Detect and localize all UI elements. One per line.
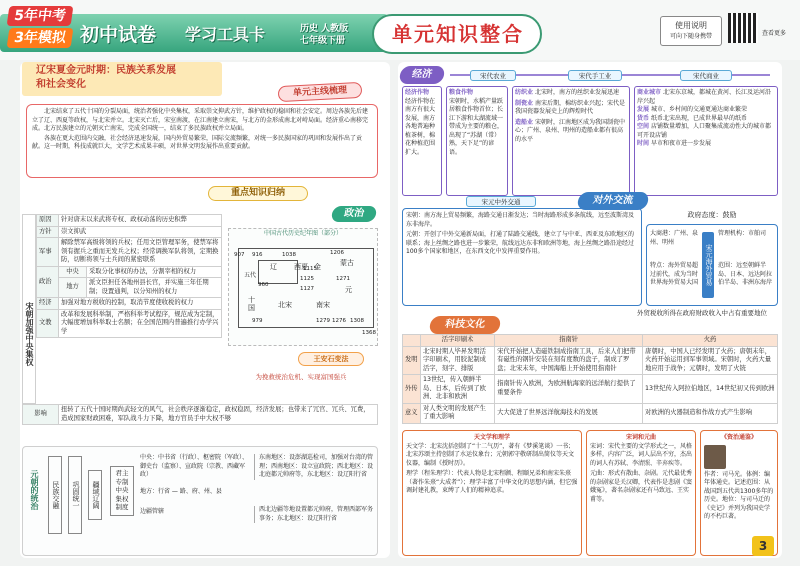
hand-v: 南宋后期，棉纺织业兴起；宋代是我国瓷器发展史上的辉煌时代 <box>515 99 625 115</box>
ci-title: 宋词和元曲 <box>625 434 656 441</box>
tl-xixia: 西夏 <box>294 263 308 271</box>
sci-head: 火药 <box>643 335 778 347</box>
sci-cell: 宋代开始把人造磁铁制成指南工具，后来人们把带有磁性的钢针安装在刻有度数的盘子，制成了罗盘；北宋末年，中国海船上开始使用指南针 <box>495 346 643 375</box>
foreign-label: 对外交流 <box>576 192 649 210</box>
hand-k: 制瓷业 <box>515 99 534 107</box>
unit-title: 辽宋夏金元时期：民族关系发展和社会变化 <box>36 65 176 90</box>
comm-k: 发展 <box>637 106 650 113</box>
sci-key: 发明 <box>403 346 421 375</box>
agri-v: 经济作物在南方有很大发展，南方各地普遍种植茶树，棉花种植范围扩大。 <box>405 97 436 156</box>
sci-key: 外传 <box>403 375 421 404</box>
intro-text-2: 各族在更大范围内交融，社会经济迅速发展，国内外贸易繁荣，国际交流频繁，对统一多民族国家的巩固和发展作出了贡献。这一时期，科技成就巨大，文学艺术成果丰硕，对世界文明发展作出重要贡献。 <box>32 134 363 150</box>
side-label: 宋朝加强中央集权 <box>22 214 36 404</box>
hand-v: 北宋时，南方的丝织业发展迅速 <box>534 89 619 96</box>
sci-label: 科技文化 <box>428 316 501 334</box>
table-row <box>37 298 222 310</box>
admin-text: 管理机构：市舶司 <box>718 230 767 237</box>
table-row <box>37 266 222 278</box>
ci-box <box>586 430 696 556</box>
tl-year: 1271 <box>336 276 350 282</box>
ci-text: 宋词：宋代主要的文学形式之一，风格多样，内容广泛，词人层出不穷，杰出的词人有苏轼、李清照、辛弃疾等。 <box>590 442 693 467</box>
yuan-side: 元朝的统治 <box>30 470 39 510</box>
astro-box <box>402 430 582 556</box>
usage-title: 使用说明 <box>675 21 707 30</box>
feature-text: 特点：海外贸易超过前代，成为当时世界海外贸易大国 <box>650 262 699 286</box>
trade-yuan: 元朝：开创了中外交通新局面，打通了陆路交通线，建立了与中亚、西亚及东欧地区的联系；海上丝绸之路也进一步繁荣，航线远达东非和欧洲等地，海上丝绸之路沿途经过100多个国家和地区，在东西文化中发挥重要作用。 <box>406 231 635 255</box>
brand-grade: 5年中考 <box>7 6 74 26</box>
book-title: 《资治通鉴》 <box>720 434 757 441</box>
book-text: 作者：司马光。体例：编年体通史。记述范围：从战国到五代共1300多年的历史。地位：与司马迁的《史记》并列为我国史学的不朽巨著。 <box>704 470 774 520</box>
yuan-c2: 民族交融 <box>48 456 62 534</box>
table-row <box>403 346 778 375</box>
sci-cell: 对欧洲的火器制造和作战方式产生影响 <box>643 403 778 423</box>
tl-yuan: 元 <box>345 286 352 294</box>
tl-year: 960 <box>258 282 269 288</box>
row-value: 针对唐末以来武将专权、政权动荡的历史积弊 <box>59 215 222 227</box>
comm-v: 店铺数量增加，人口聚集成流动性大的城市都可开设店铺 <box>637 123 771 139</box>
row-value: 加强对地方税收的控制，取消节度使收税的权力 <box>59 298 222 310</box>
effect-key: 影响 <box>23 405 59 425</box>
tl-wudai: 五代 <box>244 272 257 279</box>
table-row <box>37 238 222 267</box>
tl-song: 北宋 <box>278 301 292 309</box>
brand-badge <box>8 6 72 54</box>
table-row <box>37 215 222 227</box>
row-key: 方针 <box>37 226 59 238</box>
sci-cell: 唐朝时，中国人已经发明了火药；唐朝末年，火药开始运用到军事领域。宋朝时，火药大量地应用于战争；元朝时，发明了火铳 <box>643 346 778 375</box>
hand-card <box>512 86 630 196</box>
effect-table <box>22 404 378 425</box>
yuan-center: 中央：中书省（行政）、枢密院（军政）、御史台（监察）、宣政院（宗教、西藏军政） <box>140 454 249 478</box>
hand-k: 造船业 <box>515 118 534 126</box>
table-row <box>23 405 378 425</box>
level-label: 七年级下册 <box>300 36 346 46</box>
row-key: 文教 <box>37 309 59 338</box>
intro-box <box>26 104 378 178</box>
comm-v: 纸币北宋出现，已成世界最早的纸币 <box>650 114 747 122</box>
banner-title: 单元知识整合 <box>392 22 524 46</box>
trade-tag: 宋元中外交通 <box>466 196 536 207</box>
sci-key: 意义 <box>403 403 421 423</box>
lixue-text: 理学（程朱理学）：代表人物是北宋程颢、程颐兄弟和南宋朱熹（著作朱熹“大成者”）；理学丰富了中华文化的思想内涵，但它强调封建礼教，束缚了人们的精神追求。 <box>406 470 578 494</box>
hand-v: 宋朝时，江南地区成为我国制瓷中心；广州、泉州、明州的造船业都有很高的水平 <box>515 118 625 143</box>
yuan-gov: 君主专制中央集权制度 <box>110 466 134 516</box>
key-points-label: 重点知识归纳 <box>208 186 308 201</box>
agri-k: 经济作物 <box>405 89 430 96</box>
region-text: 范围：远至朝鲜半岛、日本、远达阿拉伯半岛、非洲东海岸 <box>718 262 773 286</box>
reform-note: 为挽救统治危机、实现富国强兵 <box>255 373 347 381</box>
row-sub-key: 中央 <box>59 266 87 278</box>
row-key: 政治 <box>37 266 59 298</box>
table-row <box>37 278 222 298</box>
author-portrait-icon <box>704 445 726 469</box>
yuan-c1: 巩固统一 <box>68 456 82 534</box>
sci-cell: 北宋时期人毕昇发明活字印刷术，用胶泥制成活字，刻字、排版 <box>421 346 495 375</box>
timeline-title: 中国古代历史纪年图（部分） <box>263 230 342 237</box>
ports-text: 大商港：广州、泉州、明州 <box>650 230 699 246</box>
brand-sub: 3年模拟 <box>7 28 74 48</box>
table-row <box>403 403 778 423</box>
comm-v: 早市和夜市进一步发展 <box>650 140 711 147</box>
tl-year: 1276 <box>332 318 346 324</box>
tl-nansong: 南宋 <box>316 301 330 309</box>
row-key: 原因 <box>37 215 59 227</box>
agri-card <box>446 86 508 196</box>
hand-k: 纺织业 <box>515 89 534 96</box>
tl-year: 1125 <box>300 276 314 282</box>
page-number: 3 <box>752 536 774 556</box>
scan-label: 查看更多 <box>762 30 787 37</box>
hand-tag: 宋代手工业 <box>568 70 622 81</box>
comm-k: 商业城市 <box>637 89 662 96</box>
trade-note: 外贸税收所得在政府财政收入中占有重要地位 <box>637 309 767 317</box>
tl-year: 979 <box>252 318 263 324</box>
politics-label: 政治 <box>331 206 378 222</box>
usage-box <box>660 16 722 46</box>
tl-year: 907 <box>234 252 245 258</box>
tl-year: 916 <box>252 252 263 258</box>
main-line-label: 单元主线梳理 <box>278 82 363 102</box>
agri-tag: 宋代农业 <box>470 70 516 81</box>
tl-jin: 金 <box>314 263 321 271</box>
sci-cell: 13世纪，传入朝鲜半岛、日本，后传到了欧洲、北非和欧洲 <box>421 375 495 404</box>
table-row <box>37 309 222 338</box>
row-value: 解除禁军高级将领的兵权；任用文臣管理军务，使禁军将领有握兵之重而无发兵之权；经常调换军队将领，定期换防，切断将领与士兵间的紧密联系 <box>59 238 222 267</box>
row-value: 改革和发展科举制，严格科举考试程序，规范成为定制，大幅度增加科举取士名额；在全国范围内普遍推行办学兴学 <box>59 309 222 338</box>
comm-k: 时间 <box>637 140 650 147</box>
trade-box <box>402 208 642 306</box>
table-row <box>403 375 778 404</box>
tl-year: 1115 <box>303 266 317 272</box>
qu-text: 元曲：形式有散曲、杂剧。元代最优秀的杂剧家是关汉卿，代表作是悲剧《窦娥冤》，著名杂剧家还有马致远、王实甫等。 <box>590 470 693 503</box>
astro-title: 天文学和理学 <box>473 434 510 441</box>
row-sub-key: 地方 <box>59 278 87 298</box>
tl-liao: 辽 <box>270 263 277 271</box>
reform-label: 王安石变法 <box>298 352 364 366</box>
comm-card <box>634 86 778 196</box>
tl-liao-box <box>258 260 298 284</box>
row-value: 崇文抑武 <box>59 226 222 238</box>
politics-table <box>36 214 222 338</box>
intro-text: 北宋结束了五代十国的分裂局面，统治者强化中央集权，采取崇文抑武方针，维护政权的稳固和社会安定。周边各族先后建立了辽、西夏等政权，与北宋并立。北宋灭亡后，宋室南渡，在江南建立南宋，与北方的金形成南北对峙局面。经济重心南移完成。北方民族建立的元朝灭亡南宋，完成全国统一，结束了多民族政权并立局面。 <box>32 108 369 132</box>
tl-year: 1368 <box>362 330 376 336</box>
sci-cell: 13世纪传入阿拉伯地区，14世纪初又传到欧洲 <box>643 375 778 404</box>
tl-year: 1127 <box>300 286 314 292</box>
subject-label: 历史 人教版 <box>300 24 349 34</box>
comm-v: 城市、乡村间的交通更通达商业繁荣 <box>650 106 747 113</box>
sci-cell: 对人类文明的发展产生了重大影响 <box>421 403 495 423</box>
yuan-border-2: 西北边疆等地设置都元帅府，管理西部军务事务；东北地区：设辽阳行省 <box>254 506 374 523</box>
effect-value: 扭转了五代十国时期尚武轻文的风气，社会秩序逐渐稳定，政权稳固，经济发展；也带来了冗官、冗兵、冗费，造成国家财政困难，军队战斗力下降，地方官员手中大权不够 <box>59 405 378 425</box>
sci-head: 指南针 <box>495 335 643 347</box>
center-tag: 宋元海外贸易 <box>702 232 714 298</box>
policy-text: 政府态度：鼓励 <box>687 211 737 219</box>
agri-card <box>402 86 442 196</box>
agri-k: 粮食作物 <box>449 89 474 96</box>
usage-sub: 可向下随身携带 <box>669 33 712 40</box>
row-value: 采取分化事权的办法，分割宰相的权力 <box>87 266 222 278</box>
yuan-border-detail: 东南地区：设澎湖巡检司，加强对台湾的管理；西南地区：设立宣政院；西北地区：设北庭都元帅府等，东北地区：设辽阳行省 <box>254 454 374 480</box>
sci-table <box>402 334 778 424</box>
series-title: 初中试卷 <box>80 24 157 46</box>
economy-label: 经济 <box>398 66 445 84</box>
comm-v: 北宋东京城，都城在黄河、长江及运河沿岸兴起 <box>637 89 771 105</box>
sci-cell: 大大促进了世界远洋航海技术的发展 <box>495 403 643 423</box>
trade-song: 宋朝：南方海上贸易频繁，海路交通日渐发达；当时海路形成多条航线，远至波斯湾及东非海岸。 <box>406 212 635 228</box>
tl-year: 1038 <box>282 252 296 258</box>
sci-cell: 指南针传入欧洲，为欧洲航海家的远洋航行提供了重要条件 <box>495 375 643 404</box>
tl-ten: 十国 <box>248 296 255 312</box>
table-row <box>37 226 222 238</box>
comm-k: 货币 <box>637 114 650 122</box>
comm-tag: 宋代商业 <box>680 70 732 81</box>
tl-mongol: 蒙古 <box>340 259 354 267</box>
yuan-c3: 疆域辽阔 <box>88 470 102 520</box>
comm-k: 空间 <box>637 123 650 130</box>
row-key: 军事 <box>37 238 59 267</box>
tl-year: 1206 <box>330 250 344 256</box>
tl-year: 1279 <box>316 318 330 324</box>
sci-head: 活字印刷术 <box>421 335 495 347</box>
table-row <box>403 335 778 347</box>
yuan-local: 地方：行省 — 路、府、州、县 <box>140 488 222 495</box>
tl-year: 1308 <box>350 318 364 324</box>
qr-code-icon[interactable] <box>728 13 758 43</box>
yuan-border: 边疆管辖 <box>140 508 165 515</box>
row-value: 派文臣担任各地州县长官，并实施三年任期制；设置通判，以分知州的权力 <box>87 278 222 298</box>
agri-v: 宋朝时，水稻产量跃居粮食作物首位；长江下游和太湖流域一带成为主要的粮仓，出现了“苏湖（常）熟，天下足”的谚语。 <box>449 97 504 156</box>
row-key: 经济 <box>37 298 59 310</box>
toolcard-title: 学习工具卡 <box>185 25 266 44</box>
astro-text: 天文学：北宋沈括创制了“十二气历”，著有《梦溪笔谈》一书；北宋苏颂主持创制了水运仪象台；元朝郭守敬研制出简仪等天文仪器，编制《授时历》。 <box>406 442 575 467</box>
